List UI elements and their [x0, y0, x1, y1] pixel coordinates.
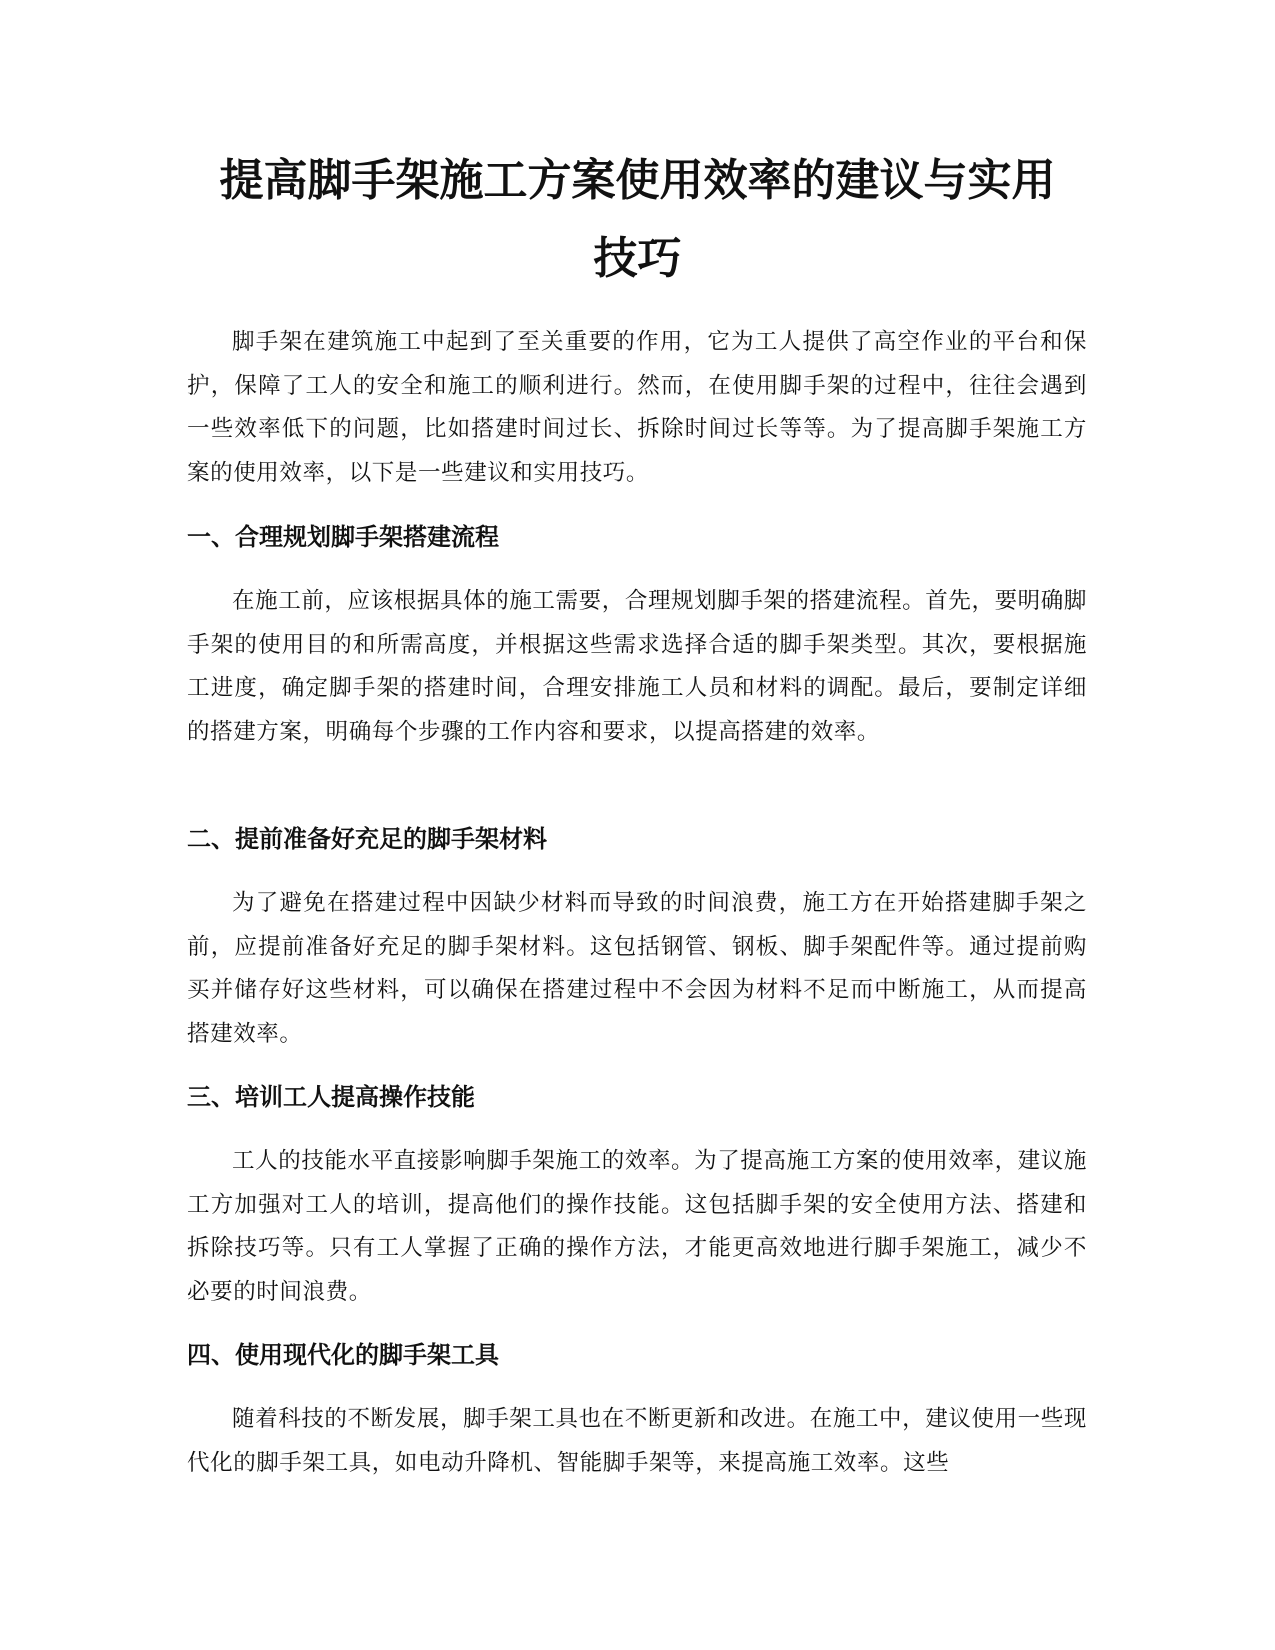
section-heading-2: 二、提前准备好充足的脚手架材料: [187, 825, 547, 853]
section-body-3: 工人的技能水平直接影响脚手架施工的效率。为了提高施工方案的使用效率，建议施工方加强对工人的培训，提高他们的操作技能。这包括脚手架的安全使用方法、搭建和拆除技巧等。只有工人掌握了正确的操作方法，才能更高效地进行脚手架施工，减少不必要的时间浪费。: [187, 1148, 1087, 1305]
section-body-2: 为了避免在搭建过程中因缺少材料而导致的时间浪费，施工方在开始搭建脚手架之前，应提前准备好充足的脚手架材料。这包括钢管、钢板、脚手架配件等。通过提前购买并储存好这些材料，可以确保在搭建过程中不会因为材料不足而中断施工，从而提高搭建效率。: [187, 890, 1087, 1047]
document-title-line-2: 技巧: [593, 233, 682, 284]
section-heading-4: 四、使用现代化的脚手架工具: [187, 1341, 499, 1369]
section-body-4: 随着科技的不断发展，脚手架工具也在不断更新和改进。在施工中，建议使用一些现代化的脚手架工具，如电动升降机、智能脚手架等，来提高施工效率。这些: [187, 1406, 1087, 1476]
section-heading-1: 一、合理规划脚手架搭建流程: [187, 523, 499, 551]
intro-paragraph: 脚手架在建筑施工中起到了至关重要的作用，它为工人提供了高空作业的平台和保护，保障了工人的安全和施工的顺利进行。然而，在使用脚手架的过程中，往往会遇到一些效率低下的问题，比如搭建时间过长、拆除时间过长等等。为了提高脚手架施工方案的使用效率，以下是一些建议和实用技巧。: [187, 329, 1087, 486]
section-heading-3: 三、培训工人提高操作技能: [187, 1083, 475, 1111]
document-title-line-1: 提高脚手架施工方案使用效率的建议与实用: [219, 155, 1056, 206]
section-body-1: 在施工前，应该根据具体的施工需要，合理规划脚手架的搭建流程。首先，要明确脚手架的使用目的和所需高度，并根据这些需求选择合适的脚手架类型。其次，要根据施工进度，确定脚手架的搭建时间，合理安排施工人员和材料的调配。最后，要制定详细的搭建方案，明确每个步骤的工作内容和要求，以提高搭建的效率。: [187, 588, 1087, 745]
